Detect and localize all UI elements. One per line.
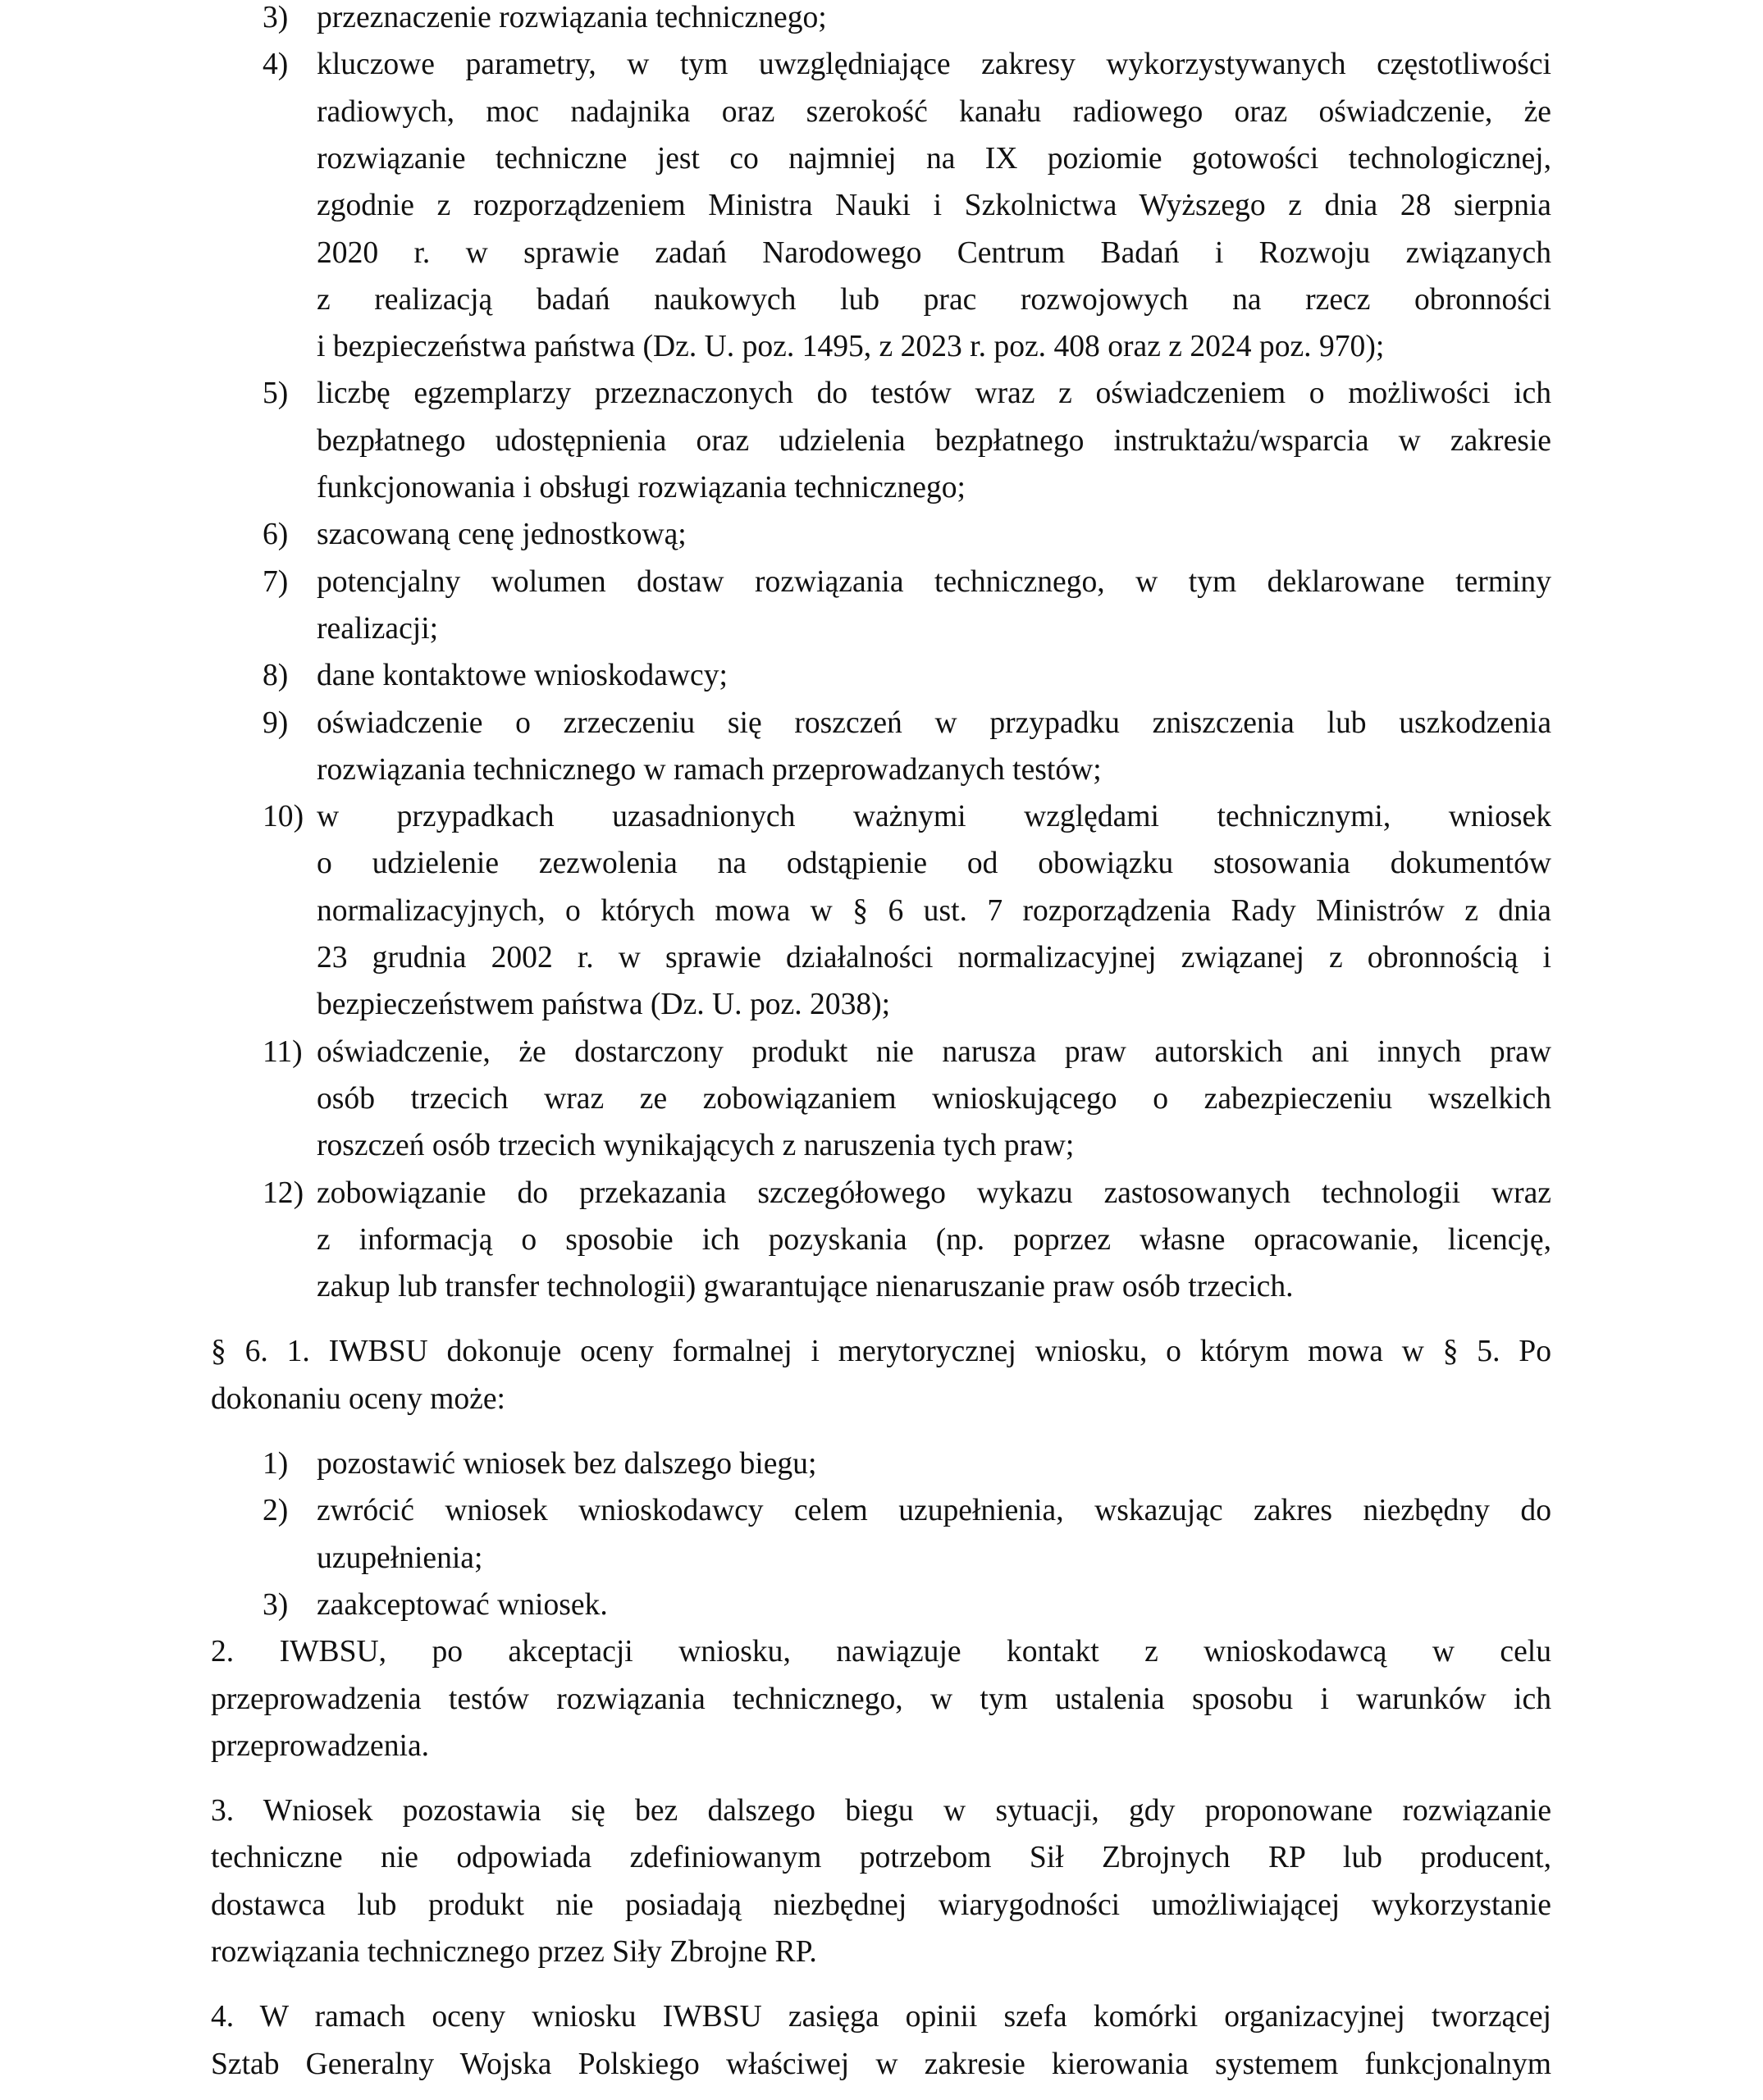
list-item-text-line: dane kontaktowe wnioskodawcy; — [317, 659, 728, 693]
list-item-text-line: z realizacją badań naukowych lub prac rozwojowych na rzecz obronności — [317, 282, 1551, 317]
list-item-text-line: przeznaczenie rozwiązania technicznego; — [317, 1, 827, 34]
list-item-text-line: oświadczenie o zrzeczeniu się roszczeń w przypadku zniszczenia lub uszkodzenia — [317, 705, 1551, 740]
list-item-marker: 12) — [263, 1176, 304, 1210]
section-6-option-text-line: pozostawić wniosek bez dalszego biegu; — [317, 1447, 817, 1481]
list-item-text-line: zakup lub transfer technologii) gwarantujące nienaruszanie praw osób trzecich. — [317, 1270, 1294, 1304]
list-item-text-line: w przypadkach uzasadnionych ważnymi względami technicznymi, wniosek — [317, 800, 1551, 834]
list-item-marker: 5) — [263, 377, 289, 411]
list-item-marker: 11) — [263, 1034, 303, 1069]
list-item-text-line: potencjalny wolumen dostaw rozwiązania technicznego, w tym deklarowane terminy — [317, 564, 1551, 599]
list-item-text-line: o udzielenie zezwolenia na odstąpienie od obowiązku stosowania dokumentów — [317, 847, 1551, 881]
list-item-text-line: realizacji; — [317, 611, 439, 646]
section-6-option-text-line: zwrócić wniosek wnioskodawcy celem uzupełnienia, wskazując zakres niezbędny do — [317, 1494, 1551, 1528]
list-item-text-line: i bezpieczeństwa państwa (Dz. U. poz. 1495, z 2023 r. poz. 408 oraz z 2024 poz. 970); — [317, 330, 1385, 364]
section-6-option-marker: 1) — [263, 1447, 289, 1481]
list-item-text-line: rozwiązania technicznego w ramach przeprowadzanych testów; — [317, 752, 1102, 787]
section-6-option-text-line: uzupełnienia; — [317, 1541, 483, 1575]
list-item-text-line: 23 grudnia 2002 r. w sprawie działalności normalizacyjnej związanej z obronnością i — [317, 941, 1551, 975]
list-item-text-line: osób trzecich wraz ze zobowiązaniem wnioskującego o zabezpieczeniu wszelkich — [317, 1081, 1551, 1116]
paragraph-line: przeprowadzenia testów rozwiązania technicznego, w tym ustalenia sposobu i warunków ich — [211, 1682, 1551, 1716]
section-6-option-marker: 2) — [263, 1494, 289, 1528]
paragraph-line: 2. IWBSU, po akceptacji wniosku, nawiązuje kontakt z wnioskodawcą w celu — [211, 1635, 1551, 1669]
list-item-marker: 8) — [263, 659, 289, 693]
list-item-marker: 6) — [263, 518, 289, 552]
paragraph-line: rozwiązania technicznego przez Siły Zbrojne RP. — [211, 1935, 817, 1969]
list-item-marker: 10) — [263, 800, 304, 834]
list-item-text-line: normalizacyjnych, o których mowa w § 6 ust. 7 rozporządzenia Rady Ministrów z dnia — [317, 893, 1551, 928]
paragraph-line: Sztab Generalny Wojska Polskiego właściwej w zakresie kierowania systemem funkcjonalnym — [211, 2047, 1551, 2081]
paragraph-line: przeprowadzenia. — [211, 1728, 430, 1763]
list-item-text-line: roszczeń osób trzecich wynikających z naruszenia tych praw; — [317, 1129, 1075, 1163]
list-item-text-line: szacowaną cenę jednostkową; — [317, 518, 687, 552]
section-6-intro-line: § 6. 1. IWBSU dokonuje oceny formalnej i merytorycznej wniosku, o którym mowa w § 5. Po — [211, 1335, 1551, 1369]
list-item-marker: 7) — [263, 564, 289, 599]
paragraph-line: 3. Wniosek pozostawia się bez dalszego biegu w sytuacji, gdy proponowane rozwiązanie — [211, 1794, 1551, 1828]
list-item-text-line: oświadczenie, że dostarczony produkt nie narusza praw autorskich ani innych praw — [317, 1034, 1551, 1069]
section-6-option-marker: 3) — [263, 1587, 289, 1622]
list-item-text-line: z informacją o sposobie ich pozyskania (np. poprzez własne opracowanie, licencję, — [317, 1222, 1551, 1257]
list-item-marker: 4) — [263, 48, 289, 82]
list-item-text-line: liczbę egzemplarzy przeznaczonych do testów wraz z oświadczeniem o możliwości ich — [317, 377, 1551, 411]
list-item-marker: 3) — [263, 1, 289, 34]
paragraph-line: dostawca lub produkt nie posiadają niezbędnej wiarygodności umożliwiającej wykorzystanie — [211, 1888, 1551, 1922]
list-item-marker: 9) — [263, 705, 289, 740]
list-item-text-line: radiowych, moc nadajnika oraz szerokość kanału radiowego oraz oświadczenie, że — [317, 94, 1551, 129]
list-item-text-line: zgodnie z rozporządzeniem Ministra Nauki i Szkolnictwa Wyższego z dnia 28 sierpnia — [317, 189, 1551, 223]
paragraph-line: techniczne nie odpowiada zdefiniowanym potrzebom Sił Zbrojnych RP lub producent, — [211, 1841, 1551, 1875]
list-item-text-line: kluczowe parametry, w tym uwzględniające zakresy wykorzystywanych częstotliwości — [317, 48, 1551, 82]
list-item-text-line: zobowiązanie do przekazania szczegółowego wykazu zastosowanych technologii wraz — [317, 1176, 1551, 1210]
section-6-option-text-line: zaakceptować wniosek. — [317, 1587, 608, 1622]
paragraph-line: 4. W ramach oceny wniosku IWBSU zasięga opinii szefa komórki organizacyjnej tworzącej — [211, 2000, 1551, 2034]
section-6-intro-line: dokonaniu oceny może: — [211, 1381, 505, 1416]
list-item-text-line: 2020 r. w sprawie zadań Narodowego Centrum Badań i Rozwoju związanych — [317, 235, 1551, 270]
list-item-text-line: funkcjonowania i obsługi rozwiązania technicznego; — [317, 471, 966, 504]
list-item-text-line: rozwiązanie techniczne jest co najmniej na IX poziomie gotowości technologicznej, — [317, 141, 1551, 176]
list-item-text-line: bezpieczeństwem państwa (Dz. U. poz. 2038); — [317, 988, 891, 1022]
list-item-text-line: bezpłatnego udostępnienia oraz udzielenia bezpłatnego instruktażu/wsparcia w zakresie — [317, 423, 1551, 458]
